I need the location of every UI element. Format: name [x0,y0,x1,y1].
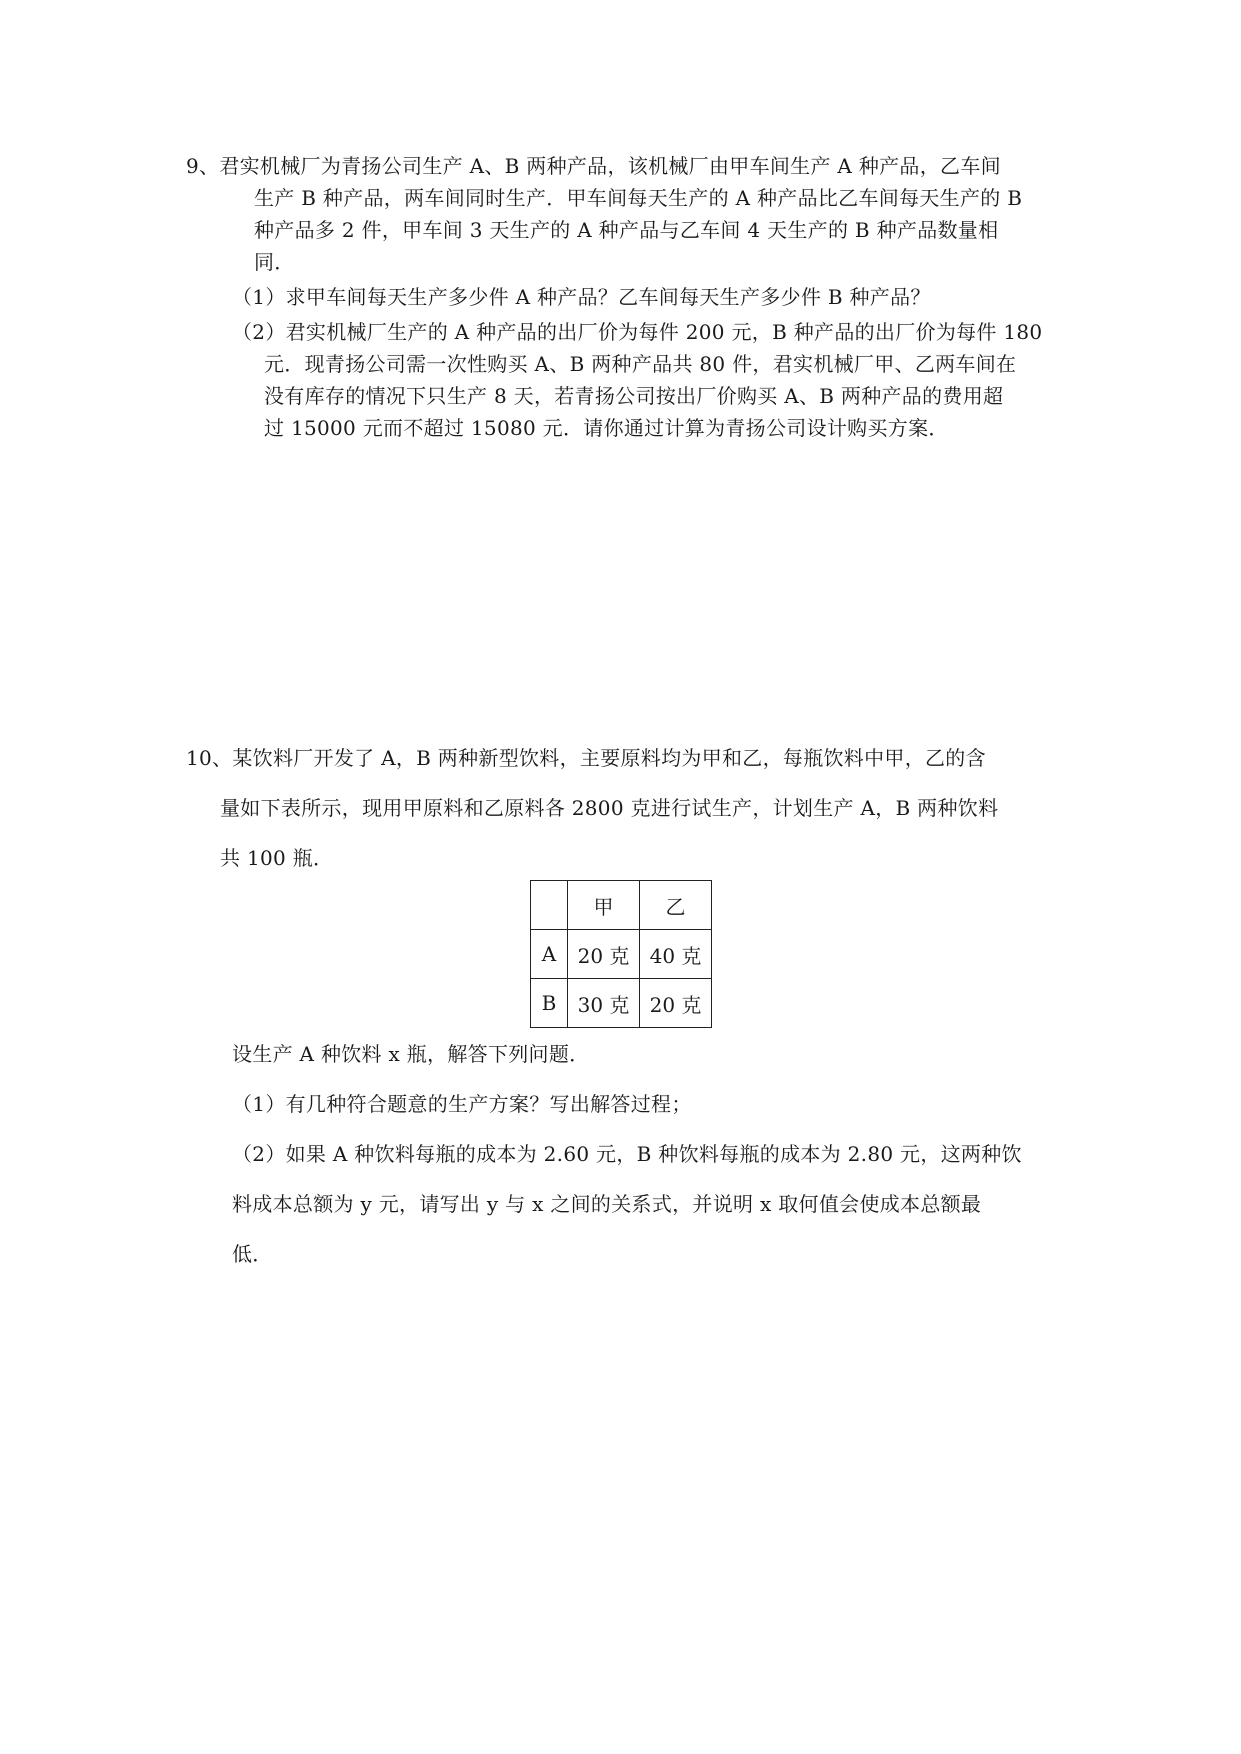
q9-sub1: （1）求甲车间每天生产多少件 A 种产品？乙车间每天生产多少件 B 种产品？ [232,285,931,309]
table-row [531,930,712,979]
table-header-cell: 甲 [568,881,640,930]
table-cell: B [531,979,568,1028]
table-cell: 30 克 [568,979,640,1028]
q10-line-1: 10、某饮料厂开发了 A，B 两种新型饮料，主要原料均为甲和乙，每瓶饮料中甲，乙的含 [186,746,986,770]
q9-line-4: 同． [254,250,295,274]
q10-sub1: （1）有几种符合题意的生产方案？写出解答过程； [232,1092,692,1116]
q10-sub2-line-2: 料成本总额为 y 元，请写出 y 与 x 之间的关系式，并说明 x 取何值会使成本总额最 [232,1192,982,1216]
q9-line-2: 生产 B 种产品，两车间同时生产．甲车间每天生产的 A 种产品比乙车间每天生产的 B [254,186,1023,210]
table-header-cell [531,881,568,930]
q9-sub2-line-2: 元．现青扬公司需一次性购买 A、B 两种产品共 80 件，君实机械厂甲、乙两车间在 [264,352,1017,376]
table-cell: A [531,930,568,979]
q10-setup: 设生产 A 种饮料 x 瓶，解答下列问题． [232,1042,590,1066]
table-header-cell: 乙 [640,881,712,930]
q9-line-3: 种产品多 2 件，甲车间 3 天生产的 A 种产品与乙车间 4 天生产的 B 种产品数量相 [254,218,999,242]
q9-sub2-line-4: 过 15000 元而不超过 15080 元．请你通过计算为青扬公司设计购买方案． [264,416,949,440]
table-row [531,979,712,1028]
q10-sub2-line-3: 低． [232,1242,273,1266]
q9-sub2-line-1: （2）君实机械厂生产的 A 种产品的出厂价为每件 200 元，B 种产品的出厂价为每件 180 [232,320,1043,344]
ingredient-table [530,880,712,1028]
table-header-row [531,881,712,930]
q10-line-2: 量如下表所示，现用甲原料和乙原料各 2800 克进行试生产，计划生产 A，B 两种饮料 [220,796,999,820]
q9-sub2-line-3: 没有库存的情况下只生产 8 天，若青扬公司按出厂价购买 A、B 两种产品的费用超 [264,384,1004,408]
q9-line-1: 9、君实机械厂为青扬公司生产 A、B 两种产品，该机械厂由甲车间生产 A 种产品，乙车间 [186,154,1001,178]
q10-line-3: 共 100 瓶． [220,846,334,870]
table-cell: 40 克 [640,930,712,979]
q10-sub2-line-1: （2）如果 A 种饮料每瓶的成本为 2.60 元，B 种饮料每瓶的成本为 2.80 元，这两种饮 [232,1142,1022,1166]
table-cell: 20 克 [640,979,712,1028]
table-cell: 20 克 [568,930,640,979]
